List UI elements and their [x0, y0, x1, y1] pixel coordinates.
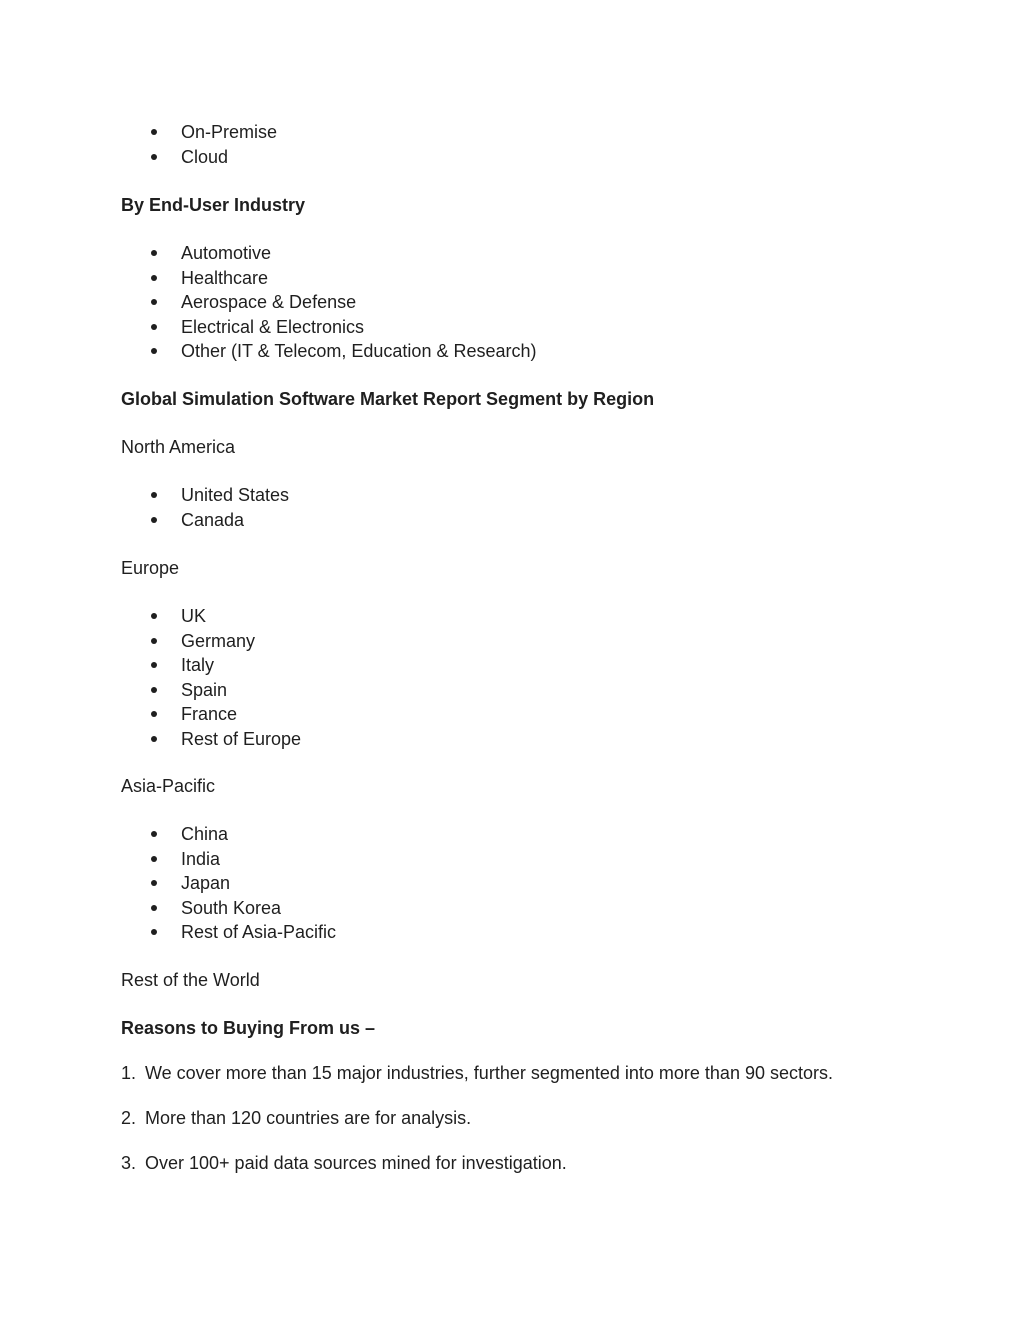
list-item: On-Premise	[0, 120, 277, 145]
end-user-list	[0, 241, 537, 364]
list-item: UK	[0, 604, 301, 629]
list-item: Spain	[0, 678, 301, 703]
bullet-icon	[151, 880, 157, 886]
bullet-icon	[151, 736, 157, 742]
europe-list	[0, 604, 301, 751]
bullet-icon	[151, 250, 157, 256]
list-item: Japan	[0, 871, 336, 896]
list-item: Italy	[0, 653, 301, 678]
list-item: India	[0, 847, 336, 872]
list-item: Germany	[0, 629, 301, 654]
list-item: China	[0, 822, 336, 847]
reason-item: 2. More than 120 countries are for analysis.	[121, 1108, 472, 1128]
bullet-icon	[151, 662, 157, 668]
list-item: South Korea	[0, 896, 336, 921]
list-item: Automotive	[0, 241, 537, 266]
list-item: Rest of Asia-Pacific	[0, 920, 336, 945]
north-america-list	[0, 483, 289, 532]
bullet-icon	[151, 929, 157, 935]
asia-pacific-label: Asia-Pacific	[121, 776, 216, 796]
list-item: Cloud	[0, 145, 277, 170]
bullet-icon	[151, 129, 157, 135]
list-item: France	[0, 702, 301, 727]
bullet-icon	[151, 638, 157, 644]
bullet-icon	[151, 348, 157, 354]
bullet-icon	[151, 856, 157, 862]
list-item: Other (IT & Telecom, Education & Research)	[0, 339, 537, 364]
list-item: Aerospace & Defense	[0, 290, 537, 315]
region-heading: Global Simulation Software Market Report Segment by Region	[121, 389, 655, 409]
list-item: United States	[0, 483, 289, 508]
bullet-icon	[151, 299, 157, 305]
bullet-icon	[151, 154, 157, 160]
reason-item: 3. Over 100+ paid data sources mined for investigation.	[121, 1153, 567, 1173]
bullet-icon	[151, 711, 157, 717]
end-user-heading: By End-User Industry	[121, 195, 306, 215]
list-item: Healthcare	[0, 266, 537, 291]
list-item: Electrical & Electronics	[0, 315, 537, 340]
bullet-icon	[151, 613, 157, 619]
europe-label: Europe	[121, 558, 180, 578]
list-item: Canada	[0, 508, 289, 533]
bullet-icon	[151, 831, 157, 837]
rest-of-world-label: Rest of the World	[121, 970, 260, 990]
list-item: Rest of Europe	[0, 727, 301, 752]
bullet-icon	[151, 905, 157, 911]
bullet-icon	[151, 687, 157, 693]
bullet-icon	[151, 275, 157, 281]
bullet-icon	[151, 492, 157, 498]
asia-pacific-list	[0, 822, 336, 945]
bullet-icon	[151, 517, 157, 523]
deployment-list	[0, 120, 277, 169]
bullet-icon	[151, 324, 157, 330]
reason-item: 1. We cover more than 15 major industries, further segmented into more than 90 sectors.	[121, 1063, 833, 1083]
north-america-label: North America	[121, 437, 236, 457]
reasons-heading: Reasons to Buying From us –	[121, 1018, 376, 1038]
